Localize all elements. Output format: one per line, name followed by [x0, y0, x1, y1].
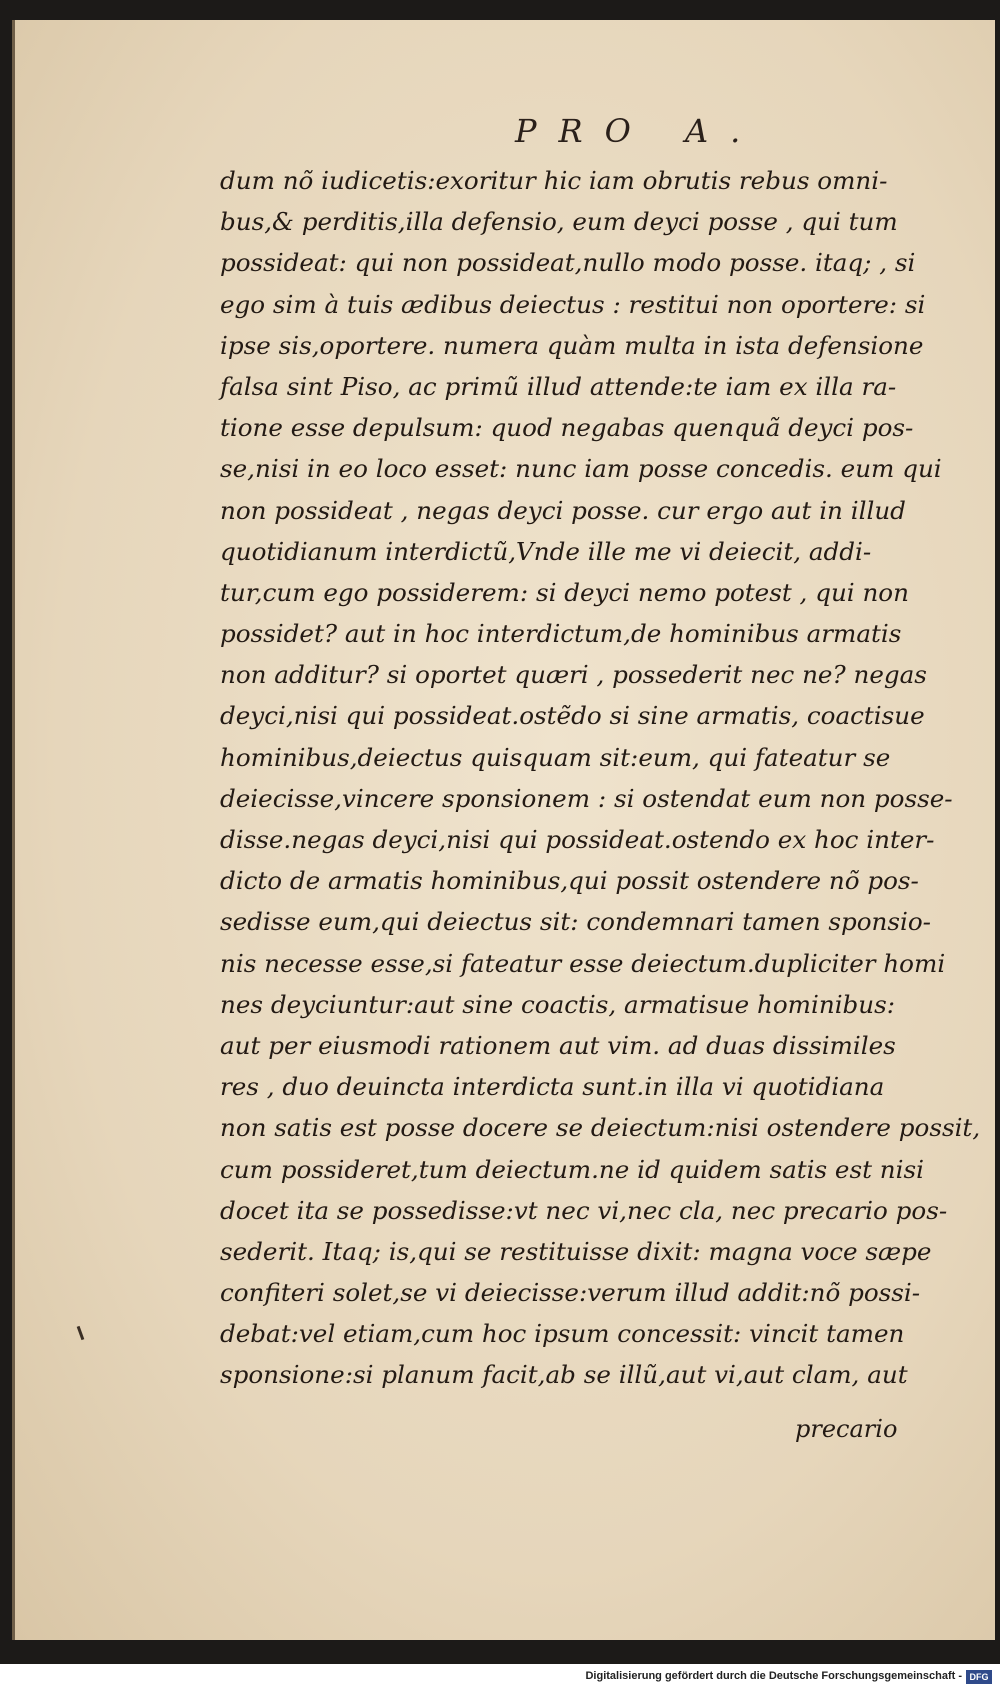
text-line: deiecisse,vincere sponsionem : si ostendat eum non posse- — [220, 783, 953, 813]
text-line: deyci,nisi qui possideat.ostẽdo si sine armatis, coactisue — [220, 701, 925, 731]
text-line: sedisse eum,qui deiectus sit: condemnari tamen sponsio- — [220, 907, 931, 937]
text-line: tione esse depulsum: quod negabas quenquã deyci pos- — [220, 413, 914, 443]
text-line: debat:vel etiam,cum hoc ipsum concessit: vincit tamen — [220, 1319, 905, 1349]
text-line: falsa sint Piso, ac primũ illud attende:te iam ex illa ra- — [220, 371, 897, 401]
body-text — [220, 160, 985, 1396]
funding-credit: Digitalisierung gefördert durch die Deutsche Forschungsgemeinschaft - — [585, 1670, 962, 1682]
text-line: docet ita se possedisse:vt nec vi,nec cla, nec precario pos- — [220, 1195, 948, 1225]
catchword: precario — [795, 1415, 898, 1443]
text-line: confiteri solet,se vi deiecisse:verum illud addit:nõ possi- — [220, 1278, 921, 1308]
text-line: se,nisi in eo loco esset: nunc iam posse concedis. eum qui — [220, 454, 942, 484]
text-line: nes deyciuntur:aut sine coactis, armatisue hominibus: — [220, 989, 896, 1019]
footer-bar — [0, 1664, 1000, 1691]
text-line: possideat: qui non possideat,nullo modo posse. itaq; , si — [220, 248, 916, 278]
text-line: nis necesse esse,si fateatur esse deiectum.dupliciter homi — [220, 948, 946, 978]
text-line: possidet? aut in hoc interdictum,de hominibus armatis — [220, 619, 902, 649]
text-line: hominibus,deiectus quisquam sit:eum, qui fateatur se — [220, 742, 891, 772]
text-line: dicto de armatis hominibus,qui possit ostendere nõ pos- — [220, 866, 919, 896]
text-line: sederit. Itaq; is,qui se restituisse dixit: magna voce sæpe — [220, 1236, 932, 1266]
running-head: PRO A. — [515, 112, 763, 150]
text-line: tur,cum ego possiderem: si deyci nemo potest , qui non — [220, 577, 909, 607]
dfg-logo-icon: DFG — [966, 1670, 992, 1684]
text-line: dum nõ iudicetis:exoritur hic iam obrutis rebus omni- — [220, 166, 888, 195]
text-line: non satis est posse docere se deiectum:nisi ostendere possit, — [220, 1113, 981, 1143]
book-page — [12, 20, 995, 1640]
text-line: cum possideret,tum deiectum.ne id quidem satis est nisi — [220, 1154, 924, 1184]
text-line: ipse sis,oportere. numera quàm multa in ista defensione — [220, 330, 924, 360]
text-line: res , duo deuincta interdicta sunt.in illa vi quotidiana — [220, 1072, 885, 1102]
text-line: disse.negas deyci,nisi qui possideat.ostendo ex hoc inter- — [220, 825, 935, 854]
text-line: bus,& perditis,illa defensio, eum deyci posse , qui tum — [220, 207, 898, 237]
text-line: sponsione:si planum facit,ab se illũ,aut vi,aut clam, aut — [220, 1360, 908, 1390]
margin-mark — [77, 1326, 85, 1340]
text-line: aut per eiusmodi rationem aut vim. ad duas dissimiles — [220, 1030, 896, 1060]
text-line: non possideat , negas deyci posse. cur ergo aut in illud — [220, 495, 906, 525]
text-line: ego sim à tuis ædibus deiectus : restitui non oportere: si — [220, 289, 926, 319]
text-line: quotidianum interdictũ,Vnde ille me vi deiecit, addi- — [220, 536, 872, 566]
text-line: non additur? si oportet quæri , possederit nec ne? negas — [220, 660, 927, 690]
